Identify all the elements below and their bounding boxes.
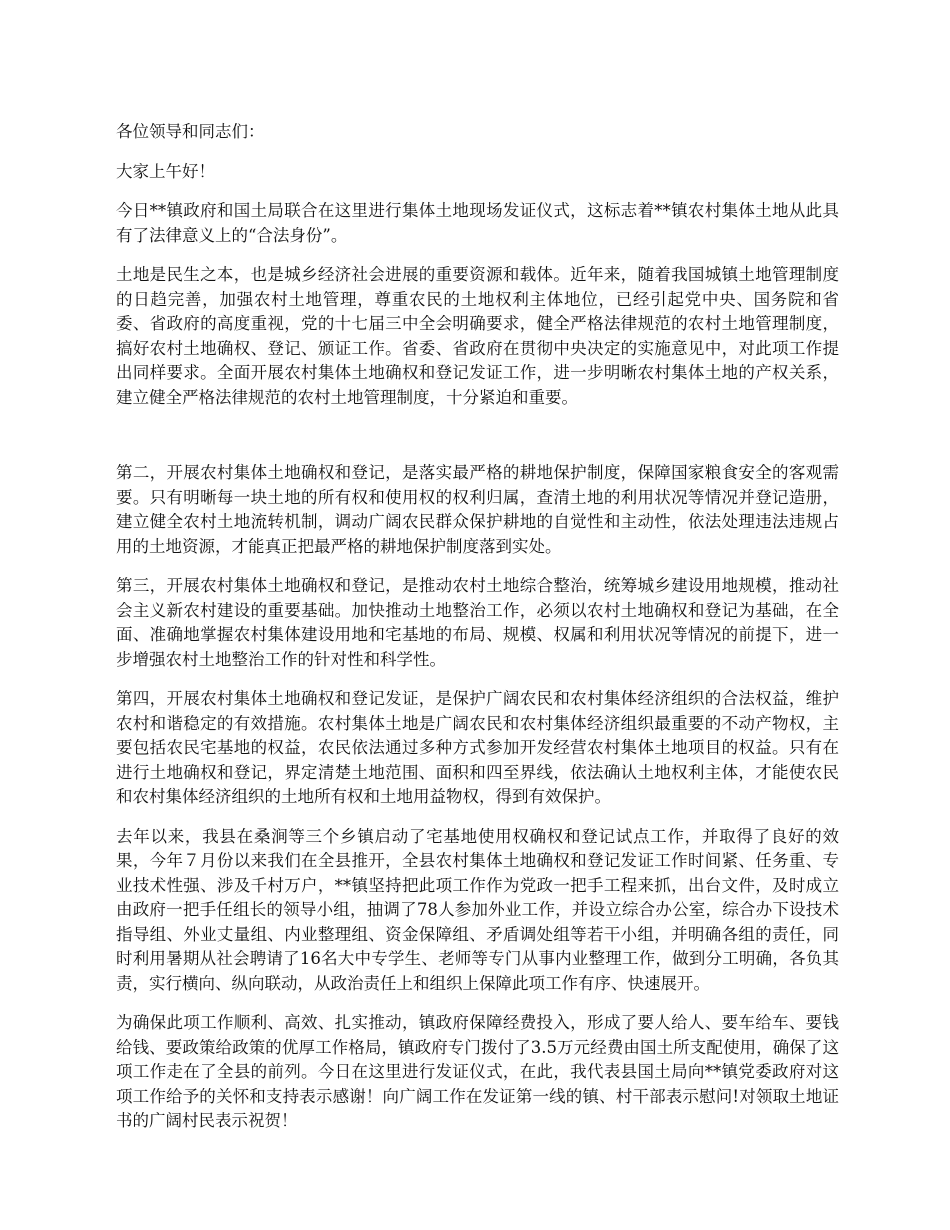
paragraph-closing: 为确保此项工作顺利、高效、扎实推动，镇政府保障经费投入，形成了要人给人、要车给车、要钱给钱、要政策给政策的优厚工作格局，镇政府专门拨付了3.5万元经费由国土所支配使用，确保了这项工作走在了全县的前列。今日在这里进行发证仪式，在此，我代表县国土局向**镇党委政府对这项工作给予的关怀和支持表示感谢！向广阔工作在发证第一线的镇、村干部表示慰问!对领取土地证书的广阔村民表示祝贺！ bbox=[116, 1013, 839, 1130]
paragraph-land-importance: 土地是民生之本，也是城乡经济社会进展的重要资源和载体。近年来，随着我国城镇土地管理制度的日趋完善，加强农村土地管理，尊重农民的土地权利主体地位，已经引起党中央、国务院和省委、省政府的高度重视，党的十七届三中全会明确要求，健全严格法律规范的农村土地管理制度，搞好农村土地确权、登记、颁证工作。省委、省政府在贯彻中央决定的实施意见中，对此项工作提出同样要求。全面开展农村集体土地确权和登记发证工作，进一步明晰农村集体土地的产权关系，建立健全严格法律规范的农村土地管理制度，十分紧迫和重要。 bbox=[116, 265, 839, 407]
greeting: 大家上午好！ bbox=[116, 161, 215, 181]
paragraph-third: 第三，开展农村集体土地确权和登记，是推动农村土地综合整治，统筹城乡建设用地规模，推动社会主义新农村建设的重要基础。加快推动土地整治工作，必须以农村土地确权和登记为基础，在全面、准确地掌握农村集体建设用地和宅基地的布局、规模、权属和利用状况等情况的前提下，进一步增强农村土地整治工作的针对性和科学性。 bbox=[116, 576, 839, 669]
paragraph-second: 第二，开展农村集体土地确权和登记，是落实最严格的耕地保护制度，保障国家粮食安全的客观需要。只有明晰每一块土地的所有权和使用权的权利归属，查清土地的利用状况等情况并登记造册，建立健全农村土地流转机制，调动广阔农民群众保护耕地的自觉性和主动性，依法处理违法违规占用的土地资源，才能真正把最严格的耕地保护制度落到实处。 bbox=[116, 463, 839, 556]
paragraph-fourth: 第四，开展农村集体土地确权和登记发证，是保护广阔农民和农村集体经济组织的合法权益，维护农村和谐稳定的有效措施。农村集体土地是广阔农民和农村集体经济组织最重要的不动产物权，主要包括农民宅基地的权益，农民依法通过多种方式参加开发经营农村集体土地项目的权益。只有在进行土地确权和登记，界定清楚土地范围、面积和四至界线，依法确认土地权利主体，才能使农民和农村集体经济组织的土地所有权和土地用益物权，得到有效保护。 bbox=[116, 689, 839, 806]
paragraph-intro: 今日**镇政府和国土局联合在这里进行集体土地现场发证仪式，这标志着**镇农村集体土地从此具有了法律意义上的“合法身份”。 bbox=[116, 201, 839, 245]
paragraph-progress: 去年以来，我县在桑涧等三个乡镇启动了宅基地使用权确权和登记试点工作，并取得了良好的效果，今年７月份以来我们在全县推开，全县农村集体土地确权和登记发证工作时间紧、任务重、专业技术性强、涉及千村万户，**镇坚持把此项工作作为党政一把手工程来抓，出台文件，及时成立由政府一把手任组长的领导小组，抽调了78人参加外业工作，并设立综合办公室，综合办下设技术指导组、外业丈量组、内业整理组、资金保障组、矛盾调处组等若干小组，并明确各组的责任，同时利用暑期从社会聘请了16名大中专学生、老师等专门从事内业整理工作，做到分工明确，各负其责，实行横向、纵向联动，从政治责任上和组织上保障此项工作有序、快速展开。 bbox=[116, 826, 839, 993]
salutation: 各位领导和同志们： bbox=[116, 122, 265, 141]
section-gap bbox=[116, 425, 839, 461]
document-body bbox=[116, 120, 839, 1149]
